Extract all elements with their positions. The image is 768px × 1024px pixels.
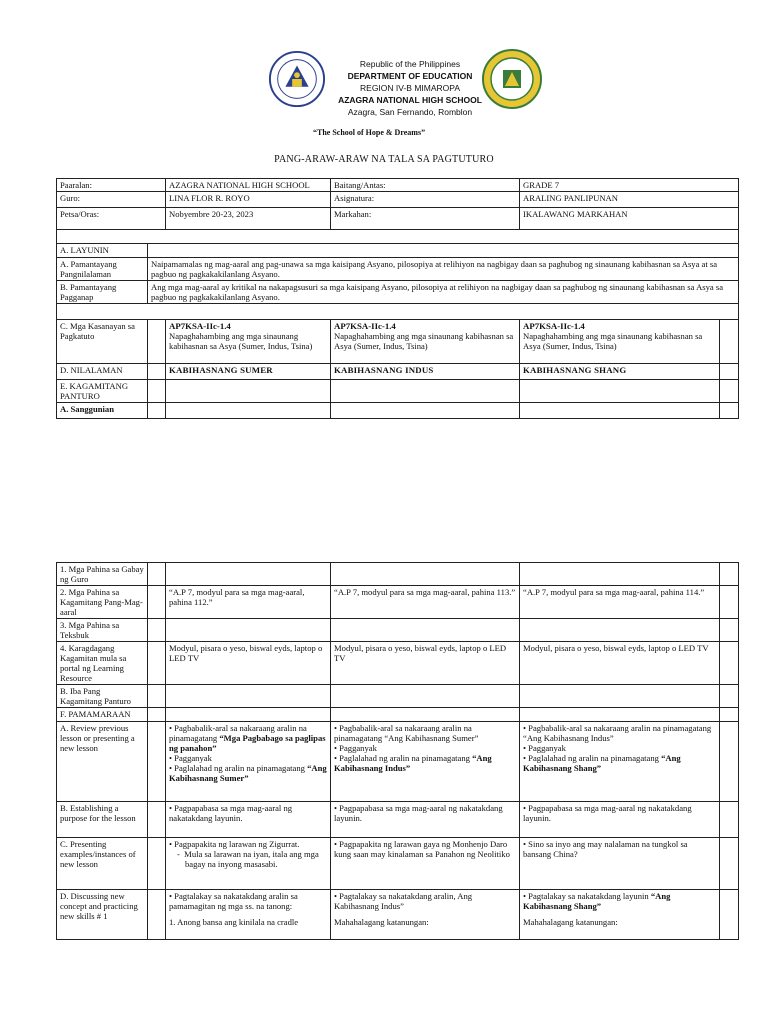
paaralan-label: Paaralan:	[57, 179, 166, 192]
empty-cell	[148, 722, 166, 802]
school-name: AZAGRA NATIONAL HIGH SCHOOL	[338, 95, 482, 105]
deped-seal-icon	[268, 50, 326, 108]
pamamaraan-label: F. PAMAMARAAN	[57, 708, 148, 722]
discussing-followup: Mahahalagang katanungan:	[334, 917, 429, 927]
review-col-2	[331, 722, 520, 802]
petsa-value: Nobyembre 20-23, 2023	[166, 208, 331, 230]
review-col-3	[520, 722, 720, 802]
purpose-label: B. Establishing a purpose for the lesson	[57, 802, 148, 838]
empty-cell	[720, 708, 739, 722]
school-tagline: “The School of Hope & Dreams”	[313, 128, 426, 137]
spacer-row	[57, 230, 739, 244]
karagdagang-text: Modyul, pisara o yeso, biswal eyds, laptop o LED TV	[331, 642, 520, 685]
kagamitang-ref: “A.P 7, modyul para sa mga mag-aaral, pahina 113.”	[331, 586, 520, 619]
competency-text: Napaghahambing ang mga sinaunang kabihasnan sa Asya (Sumer, Indus, Tsina)	[169, 331, 313, 351]
empty-cell	[720, 403, 739, 419]
purpose-col-2	[331, 802, 520, 838]
discussing-text: Pagtalakay sa nakatakdang aralin sa pamamagitan ng mga ss. na tanong:	[169, 891, 298, 911]
empty-cell	[720, 685, 739, 708]
empty-cell	[520, 380, 720, 403]
discussing-col-2	[331, 890, 520, 940]
empty-cell	[720, 380, 739, 403]
kasanayan-col-3	[520, 320, 720, 364]
review-text: Pagbabalik-aral sa nakaraang aralin na pinamagatang “Ang Kabihasnang Indus”	[523, 723, 712, 743]
empty-cell	[720, 722, 739, 802]
department-line: DEPARTMENT OF EDUCATION	[347, 71, 473, 81]
empty-cell	[148, 802, 166, 838]
empty-cell	[520, 563, 720, 586]
plan-table-top	[56, 178, 739, 419]
kagamitang-label: 2. Mga Pahina sa Kagamitang Pang-Mag-aaral	[57, 586, 148, 619]
discussing-bullet	[334, 891, 516, 911]
document-title: PANG-ARAW-ARAW NA TALA SA PAGTUTURO	[274, 154, 494, 165]
competency-text: Napaghahambing ang mga sinaunang kabihasnan sa Asya (Sumer, Indus, Tsina)	[523, 331, 703, 351]
competency-text: Napaghahambing ang mga sinaunang kabihasnan sa Asya (Sumer, Indus, Tsina)	[334, 331, 514, 351]
discussing-bullet	[169, 891, 327, 911]
review-text: Pagbabalik-aral sa nakaraang aralin na pinamagatang “Ang Kabihasnang Sumer”	[334, 723, 479, 743]
empty-cell	[166, 619, 331, 642]
kasanayan-label: C. Mga Kasanayan sa Pagkatuto	[57, 320, 148, 364]
empty-cell	[720, 619, 739, 642]
asignatura-value: ARALING PANLIPUNAN	[520, 192, 739, 208]
review-text: Pagbabalik-aral sa nakaraang aralin na pinamagatang	[169, 723, 307, 743]
nilalaman-topic: KABIHASNANG INDUS	[331, 364, 520, 380]
pamantayang-nilalaman-text: Naipamamalas ng mag-aaral ang pag-unawa sa mga kaisipang Asyano, pilosopiya at relihiyon na nagbigay daan sa paghubog ng sinaunang kabihasnan sa Asya at sa pagbuo ng pagkakakilanlang Asyano.	[148, 258, 739, 281]
review-bullet	[523, 723, 716, 743]
empty-cell	[331, 708, 520, 722]
review-text: Paglalahad ng aralin na pinamagatang	[174, 763, 308, 773]
review-bullet: • Pagganyak	[523, 743, 716, 753]
nilalaman-topic: KABIHASNANG SUMER	[166, 364, 331, 380]
discussing-text: Pagtalakay sa nakatakdang aralin, Ang Kabihasnang Indus”	[334, 891, 473, 911]
presenting-label: C. Presenting examples/instances of new lesson	[57, 838, 148, 890]
lesson-title: “Ang Kabihasnang Sumer”	[169, 763, 327, 783]
purpose-col-1	[166, 802, 331, 838]
guro-value: LINA FLOR R. ROYO	[166, 192, 331, 208]
kasanayan-col-1	[166, 320, 331, 364]
markahan-label: Markahan:	[331, 208, 520, 230]
purpose-bullet: • Pagpapabasa sa mga mag-aaral ng nakatakdang layunin.	[334, 803, 516, 823]
plan-table-bottom	[56, 562, 739, 940]
empty-cell	[166, 685, 331, 708]
discussing-col-3	[520, 890, 720, 940]
empty-cell	[520, 708, 720, 722]
empty-cell	[148, 619, 166, 642]
lesson-title: “Ang Kabihasnang Shang”	[523, 753, 681, 773]
empty-cell	[720, 838, 739, 890]
nilalaman-label: D. NILALAMAN	[57, 364, 148, 380]
empty-cell	[148, 890, 166, 940]
pamantayang-nilalaman-label: A. Pamantayang Pangnilalaman	[57, 258, 148, 281]
review-label: A. Review previous lesson or presenting a new lesson	[57, 722, 148, 802]
empty-cell	[148, 320, 166, 364]
review-text: Paglalahad ng aralin na pinamagatang	[339, 753, 473, 763]
empty-cell	[166, 563, 331, 586]
iba-label: B. Iba Pang Kagamitang Panturo	[57, 685, 148, 708]
empty-cell	[166, 708, 331, 722]
empty-cell	[331, 403, 520, 419]
kagamitang-ref: “A.P 7, modyul para sa mga mag-aaral, pahina 114.”	[520, 586, 720, 619]
kagamitan-label: E. KAGAMITANG PANTURO	[57, 380, 148, 403]
paaralan-value: AZAGRA NATIONAL HIGH SCHOOL	[166, 179, 331, 192]
empty-cell	[148, 838, 166, 890]
asignatura-label: Asignatura:	[331, 192, 520, 208]
layunin-empty	[148, 244, 739, 258]
empty-cell	[148, 403, 166, 419]
purpose-bullet: • Pagpapabasa sa mga mag-aaral ng nakatakdang layunin.	[169, 803, 327, 823]
empty-cell	[148, 380, 166, 403]
presenting-col-3	[520, 838, 720, 890]
discussing-bullet	[523, 891, 716, 911]
nilalaman-topic: KABIHASNANG SHANG	[520, 364, 720, 380]
review-text: Paglalahad ng aralin na pinamagatang	[528, 753, 662, 763]
empty-cell	[520, 685, 720, 708]
empty-cell	[166, 403, 331, 419]
purpose-bullet: • Pagpapabasa sa mga mag-aaral ng nakatakdang layunin.	[523, 803, 716, 823]
empty-cell	[148, 642, 166, 685]
empty-cell	[331, 380, 520, 403]
empty-cell	[520, 619, 720, 642]
pamantayang-pagganap-text: Ang mga mag-aaral ay kritikal na nakapagsusuri sa mga kaisipang Asyano, pilosopiya at relihiyon na nagbigay daan sa paghubog ng sinaunang kabihasnan sa Asya sa pagbuo ng pagkakakilanlang Asyano.	[148, 281, 739, 304]
region-line: REGION IV-B MIMAROPA	[360, 83, 460, 93]
school-seal-icon	[481, 48, 543, 110]
discussing-text: Pagtalakay sa nakatakdang layunin	[528, 891, 651, 901]
discussing-followup: Mahahalagang katanungan:	[523, 917, 618, 927]
discussing-label: D. Discussing new concept and practicing new skills # 1	[57, 890, 148, 940]
competency-code: AP7KSA-IIc-1.4	[334, 321, 396, 331]
review-bullet	[334, 723, 516, 743]
empty-cell	[720, 320, 739, 364]
baitang-value: GRADE 7	[520, 179, 739, 192]
letterhead-text	[330, 58, 490, 118]
competency-code: AP7KSA-IIc-1.4	[523, 321, 585, 331]
empty-cell	[148, 708, 166, 722]
karagdagang-text: Modyul, pisara o yeso, biswal eyds, laptop o LED TV	[166, 642, 331, 685]
republic-line: Republic of the Philippines	[359, 59, 461, 69]
discussing-followup: 1. Anong bansa ang kinilala na cradle	[169, 917, 299, 927]
empty-cell	[331, 685, 520, 708]
empty-cell	[148, 364, 166, 380]
empty-cell	[520, 403, 720, 419]
competency-code: AP7KSA-IIc-1.4	[169, 321, 231, 331]
empty-cell	[720, 586, 739, 619]
empty-cell	[148, 586, 166, 619]
pamantayang-pagganap-label: B. Pamantayang Pagganap	[57, 281, 148, 304]
gabay-label: 1. Mga Pahina sa Gabay ng Guro	[57, 563, 148, 586]
empty-cell	[331, 619, 520, 642]
empty-cell	[148, 685, 166, 708]
layunin-label: A. LAYUNIN	[57, 244, 148, 258]
presenting-bullet: • Pagpapakita ng larawan gaya ng Monhenjo Daro kung saan may kinalaman sa Panahon ng Neolitiko	[334, 839, 516, 859]
presenting-subitem: - Mula sa larawan na iyan, itala ang mga bagay na inyong masasabi.	[177, 849, 319, 869]
review-bullet	[169, 763, 327, 783]
sanggunian-label: A. Sanggunian	[57, 403, 148, 419]
presenting-col-1	[166, 838, 331, 890]
review-col-1	[166, 722, 331, 802]
empty-cell	[720, 890, 739, 940]
presenting-col-2	[331, 838, 520, 890]
purpose-col-3	[520, 802, 720, 838]
presenting-subitem-text: Mula sa larawan na iyan, itala ang mga bagay na inyong masasabi.	[184, 849, 319, 869]
empty-cell	[166, 380, 331, 403]
presenting-bullet: • Pagpapakita ng larawan ng Zigurrat.	[169, 839, 327, 849]
review-bullet: • Pagganyak	[169, 753, 327, 763]
spacer-row	[57, 304, 739, 320]
school-address: Azagra, San Fernando, Romblon	[347, 107, 473, 117]
petsa-label: Petsa/Oras:	[57, 208, 166, 230]
lesson-title: “Mga Pagbabago sa paglipas ng panahon”	[169, 733, 326, 753]
lesson-title: “Ang Kabihasnang Shang”	[523, 891, 671, 911]
teksbuk-label: 3. Mga Pahina sa Teksbuk	[57, 619, 148, 642]
review-bullet	[523, 753, 716, 773]
presenting-bullet: • Sino sa inyo ang may nalalaman na tungkol sa bansang China?	[523, 839, 716, 859]
markahan-value: IKALAWANG MARKAHAN	[520, 208, 739, 230]
empty-cell	[720, 802, 739, 838]
review-bullet	[334, 753, 516, 773]
karagdagang-text: Modyul, pisara o yeso, biswal eyds, laptop o LED TV	[520, 642, 720, 685]
discussing-col-1	[166, 890, 331, 940]
empty-cell	[720, 642, 739, 685]
empty-cell	[148, 563, 166, 586]
guro-label: Guro:	[57, 192, 166, 208]
kasanayan-col-2	[331, 320, 520, 364]
lesson-title: “Ang Kabihasnang Indus”	[334, 753, 492, 773]
kagamitang-ref: “A.P 7, modyul para sa mga mag-aaral, pahina 112.”	[166, 586, 331, 619]
karagdagang-label: 4. Karagdagang Kagamitan mula sa portal ng Learning Resource	[57, 642, 148, 685]
review-bullet: • Pagganyak	[334, 743, 516, 753]
review-bullet	[169, 723, 327, 753]
empty-cell	[331, 563, 520, 586]
baitang-label: Baitang/Antas:	[331, 179, 520, 192]
empty-cell	[720, 364, 739, 380]
empty-cell	[720, 563, 739, 586]
